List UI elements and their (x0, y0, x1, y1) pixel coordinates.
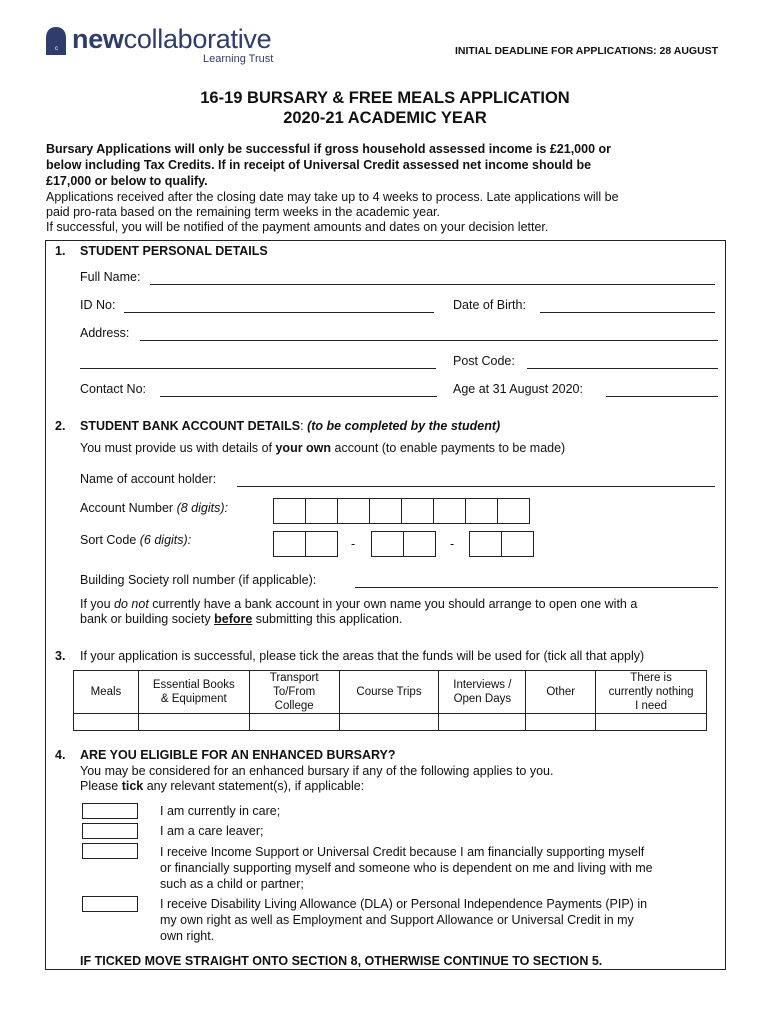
funds-tick-cell[interactable] (439, 714, 526, 731)
post-code-field[interactable] (527, 368, 718, 369)
account-number-digit-box[interactable] (465, 498, 498, 524)
dla-pip-checkbox[interactable] (82, 896, 138, 912)
funds-tick-cell[interactable] (526, 714, 596, 731)
account-number-digit-box[interactable] (337, 498, 370, 524)
funds-column-label: currently nothing (608, 686, 694, 698)
funds-column-header (249, 671, 339, 714)
funds-column-header (526, 671, 596, 714)
funds-tick-cell[interactable] (138, 714, 249, 731)
intro-bold-line: £17,000 or below to qualify. (46, 174, 208, 188)
sort-code-digit-box[interactable] (403, 531, 436, 557)
building-society-label: Building Society roll number (if applicable): (80, 573, 317, 587)
funds-column-header (339, 671, 439, 714)
post-code-label: Post Code: (453, 354, 515, 368)
enhanced-instruction: Please tick any relevant statement(s), if applicable: (80, 779, 365, 793)
option-label: I am a care leaver; (160, 824, 264, 838)
account-holder-label: Name of account holder: (80, 472, 217, 486)
funds-column-label: Transport (269, 672, 319, 684)
funds-tick-cell[interactable] (249, 714, 339, 731)
form-title: 16-19 BURSARY & FREE MEALS APPLICATION (200, 89, 570, 107)
bank-instruction: You must provide us with details of your own account (to enable payments to be made) (80, 441, 566, 455)
funds-tick-cell[interactable] (74, 714, 139, 731)
intro-line: paid pro-rata based on the remaining term weeks in the academic year. (46, 205, 440, 219)
address-field[interactable] (140, 340, 718, 341)
funds-header-row (74, 671, 707, 714)
section-number: 2. (55, 419, 66, 433)
logo-icon (45, 26, 67, 56)
income-support-checkbox[interactable] (82, 843, 138, 859)
full-name-label: Full Name: (80, 270, 141, 284)
funds-tick-cell[interactable] (339, 714, 439, 731)
funds-column-label: There is (630, 672, 672, 684)
in-care-checkbox[interactable] (82, 803, 138, 819)
option-label: own right. (160, 929, 215, 943)
funds-column-label: Other (546, 686, 576, 698)
funds-column-label: Essential Books (152, 679, 235, 691)
section-number: 3. (55, 649, 66, 663)
care-leaver-checkbox[interactable] (82, 823, 138, 839)
account-number-label: Account Number (8 digits): (80, 501, 228, 515)
account-number-digit-box[interactable] (305, 498, 338, 524)
contact-no-field[interactable] (160, 396, 437, 397)
section-number: 1. (55, 244, 66, 258)
account-number-digit-box[interactable] (497, 498, 530, 524)
funds-instruction: If your application is successful, please tick the areas that the funds will be used for (tick all that apply) (80, 649, 645, 663)
address-label: Address: (80, 326, 130, 340)
funds-table (73, 670, 707, 731)
funds-column-header (138, 671, 249, 714)
intro-bold-line: below including Tax Credits. If in receipt of Universal Credit assessed net income should be (46, 158, 592, 172)
section-heading: STUDENT BANK ACCOUNT DETAILS: (to be completed by the student) (80, 419, 501, 433)
option-label: I receive Disability Living Allowance (DLA) or Personal Independence Payments (PIP) in (160, 897, 648, 911)
deadline-notice: INITIAL DEADLINE FOR APPLICATIONS: 28 AUGUST (455, 45, 719, 57)
id-no-field[interactable] (124, 312, 434, 313)
funds-column-label: College (274, 700, 314, 712)
option-label: such as a child or partner; (160, 877, 304, 891)
funds-column-label: Open Days (453, 693, 512, 705)
age-field[interactable] (606, 396, 718, 397)
account-number-digit-box[interactable] (401, 498, 434, 524)
option-label: I am currently in care; (160, 804, 281, 818)
full-name-field[interactable] (150, 284, 715, 285)
funds-column-label: Course Trips (356, 686, 422, 698)
account-number-digit-box[interactable] (273, 498, 306, 524)
dob-label: Date of Birth: (453, 298, 526, 312)
section-heading: STUDENT PERSONAL DETAILS (80, 244, 268, 258)
dob-field[interactable] (540, 312, 715, 313)
funds-tick-row (74, 714, 707, 731)
funds-tick-cell[interactable] (596, 714, 707, 731)
section-heading: ARE YOU ELIGIBLE FOR AN ENHANCED BURSARY? (80, 748, 396, 762)
sort-code-digit-box[interactable] (501, 531, 534, 557)
sort-code-separator: - (450, 537, 455, 551)
intro-bold-line: Bursary Applications will only be successful if gross household assessed income is £21,000 or (46, 142, 612, 156)
svg-text:c: c (55, 46, 58, 52)
logo-subtitle: Learning Trust (203, 53, 274, 65)
account-number-digit-box[interactable] (369, 498, 402, 524)
section-number: 4. (55, 748, 66, 762)
section-footer-instruction: IF TICKED MOVE STRAIGHT ONTO SECTION 8, OTHERWISE CONTINUE TO SECTION 5. (80, 954, 603, 968)
building-society-field[interactable] (355, 587, 718, 588)
sort-code-digit-box[interactable] (273, 531, 306, 557)
id-no-label: ID No: (80, 298, 116, 312)
no-bank-note: bank or building society before submitting this application. (80, 612, 403, 626)
logo-wordmark: newcollaborative (72, 24, 272, 54)
option-label: I receive Income Support or Universal Credit because I am financially supporting myself (160, 845, 645, 859)
funds-column-label: Interviews / (453, 679, 512, 691)
funds-column-header (439, 671, 526, 714)
account-number-digit-box[interactable] (433, 498, 466, 524)
account-holder-field[interactable] (237, 486, 715, 487)
sort-code-separator: - (351, 537, 356, 551)
funds-column-header (596, 671, 707, 714)
form-subtitle: 2020-21 ACADEMIC YEAR (283, 109, 487, 127)
contact-no-label: Contact No: (80, 382, 147, 396)
funds-column-label: To/From (273, 686, 316, 698)
no-bank-note: If you do not currently have a bank account in your own name you should arrange to open one with a (80, 597, 638, 611)
age-label: Age at 31 August 2020: (453, 382, 583, 396)
funds-column-label: I need (635, 700, 668, 712)
option-label: or financially supporting myself and someone who is dependent on me and living with me (160, 861, 653, 875)
sort-code-digit-box[interactable] (469, 531, 502, 557)
sort-code-digit-box[interactable] (305, 531, 338, 557)
intro-line: Applications received after the closing date may take up to 4 weeks to process. Late applications will be (46, 190, 619, 204)
funds-column-header (74, 671, 139, 714)
address-field-line-2[interactable] (80, 368, 436, 369)
funds-column-label: & Equipment (160, 693, 227, 705)
funds-column-label: Meals (90, 686, 122, 698)
intro-line: If successful, you will be notified of the payment amounts and dates on your decision letter. (46, 220, 549, 234)
sort-code-label: Sort Code (6 digits): (80, 533, 192, 547)
enhanced-intro: You may be considered for an enhanced bursary if any of the following applies to you. (80, 764, 554, 778)
option-label: my own right as well as Employment and Support Allowance or Universal Credit in my (160, 913, 634, 927)
sort-code-digit-box[interactable] (371, 531, 404, 557)
